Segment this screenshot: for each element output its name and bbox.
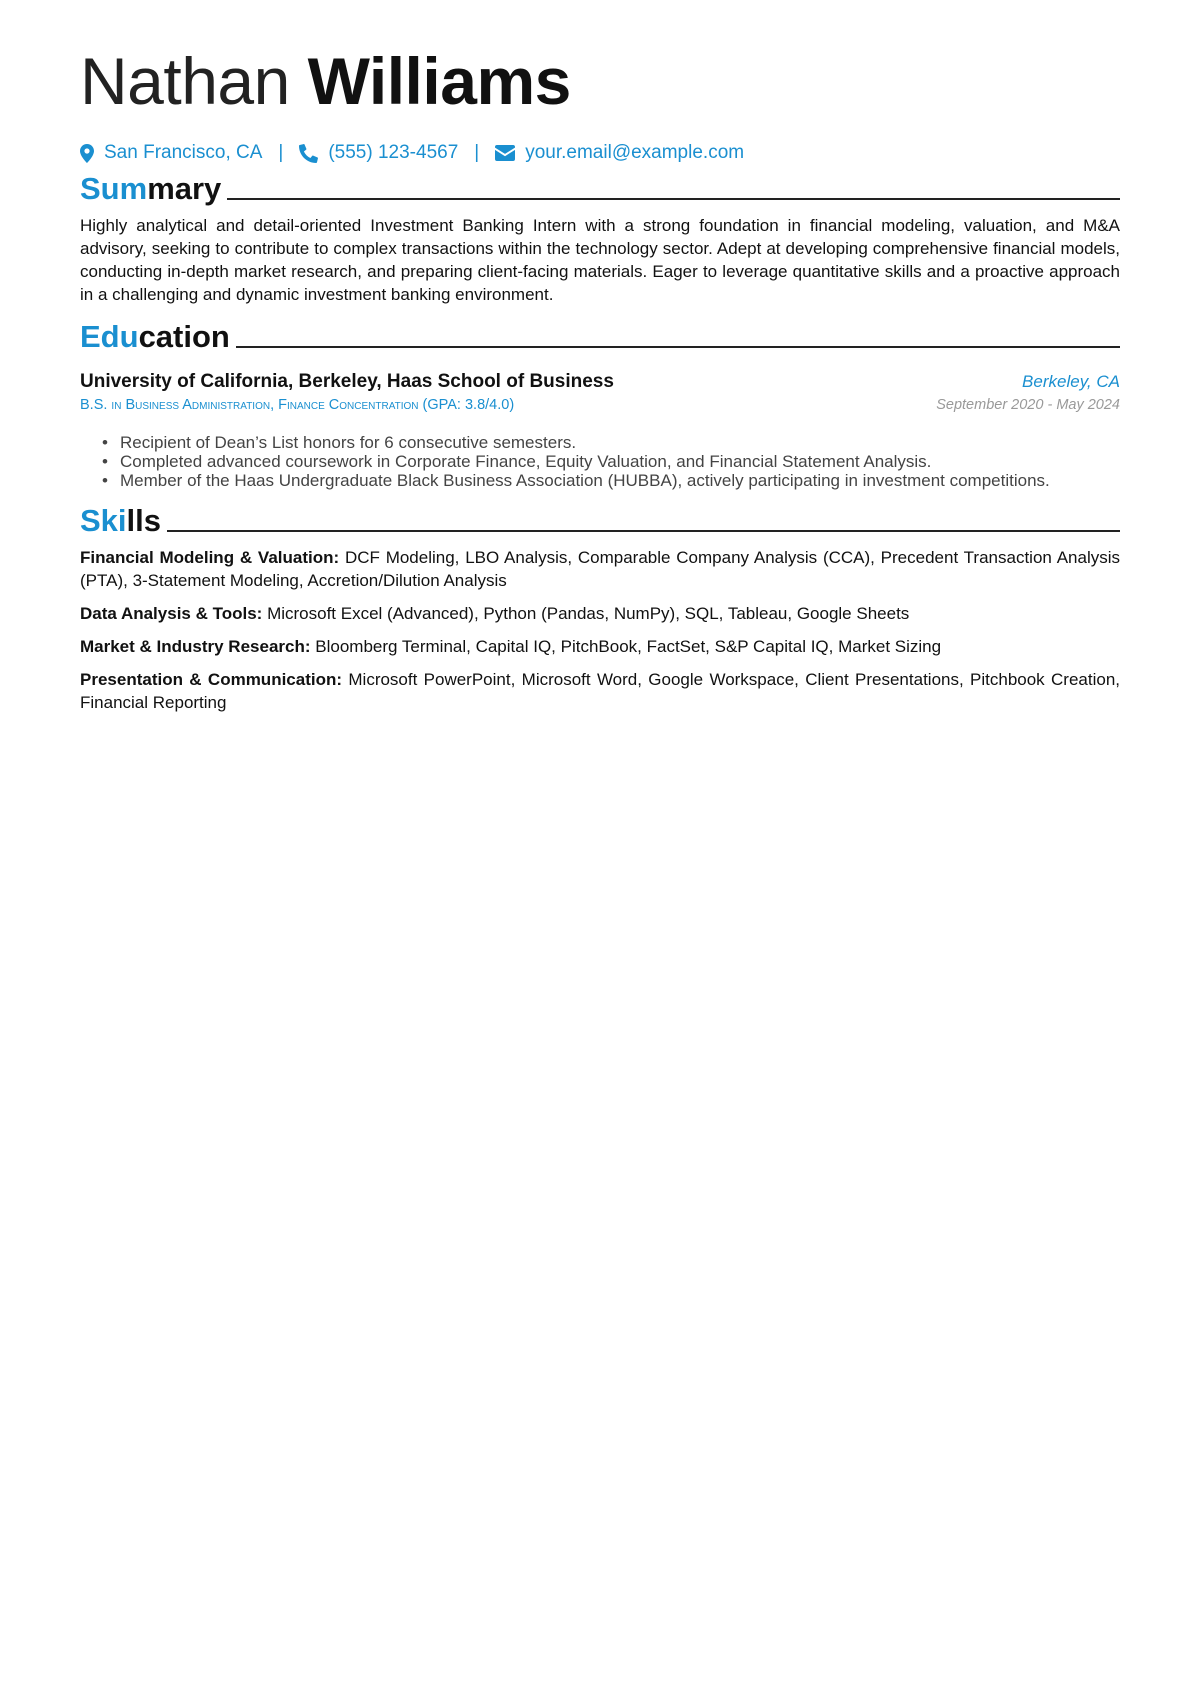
degree: B.S. in Business Administration, Finance Concentration (GPA: 3.8/4.0): [80, 397, 515, 413]
candidate-name: [80, 40, 1120, 122]
education-heading-rest: cation: [138, 319, 230, 354]
contact-bar: [80, 140, 1120, 166]
skill-row: [80, 602, 1120, 625]
education-heading: [80, 318, 1120, 356]
section-rule: [227, 198, 1120, 200]
education-dates: September 2020 - May 2024: [936, 397, 1120, 413]
envelope-icon: [495, 145, 515, 161]
section-rule: [167, 530, 1120, 532]
contact-separator: |: [474, 142, 480, 163]
contact-separator: |: [278, 142, 284, 163]
summary-heading: [80, 170, 1120, 208]
list-item: • Recipient of Dean’s List honors for 6 consecutive semesters.: [102, 433, 577, 452]
contact-email[interactable]: [495, 140, 744, 166]
skill-value: Microsoft PowerPoint, Microsoft Word, Google Workspace, Client Presentations, Pitchbook Creation, Financial Reporting: [80, 670, 1120, 712]
location-text: San Francisco, CA: [104, 142, 263, 163]
last-name: Williams: [307, 44, 571, 118]
skill-value: Bloomberg Terminal, Capital IQ, PitchBook, FactSet, S&P Capital IQ, Market Sizing: [315, 637, 942, 656]
skill-row: [80, 635, 1120, 658]
map-pin-icon: [80, 144, 94, 163]
education-entry-header: [80, 370, 1120, 394]
school-name: University of California, Berkeley, Haas School of Business: [80, 371, 614, 392]
school-location: Berkeley, CA: [1022, 372, 1120, 391]
education-heading-accent: Edu: [80, 319, 139, 354]
section-rule: [236, 346, 1120, 348]
list-item: • Completed advanced coursework in Corporate Finance, Equity Valuation, and Financial Statement Analysis.: [102, 452, 932, 471]
skill-label: Presentation & Communication:: [80, 670, 343, 689]
resume-page: [80, 40, 1120, 714]
phone-text: (555) 123-4567: [328, 142, 459, 163]
skill-row: [80, 668, 1120, 714]
skill-row: [80, 546, 1120, 592]
skill-label: Data Analysis & Tools:: [80, 604, 263, 623]
skills-heading-rest: lls: [126, 503, 161, 538]
skill-value: DCF Modeling, LBO Analysis, Comparable Company Analysis (CCA), Precedent Transaction Analysis (PTA), 3-Statement Modeling, Accretion/Dilution Analysis: [80, 548, 1121, 590]
skill-label: Financial Modeling & Valuation:: [80, 548, 340, 567]
list-item: • Member of the Haas Undergraduate Black Business Association (HUBBA), actively participating in investment competitions.: [102, 471, 1050, 490]
summary-heading-rest: mary: [147, 171, 222, 206]
summary-heading-accent: Sum: [80, 171, 148, 206]
skills-heading-accent: Ski: [80, 503, 127, 538]
contact-location: [80, 140, 262, 166]
phone-icon: [299, 144, 318, 163]
education-bullets: [80, 433, 1120, 490]
skill-label: Market & Industry Research:: [80, 637, 311, 656]
first-name: Nathan: [80, 44, 290, 118]
skill-value: Microsoft Excel (Advanced), Python (Pandas, NumPy), SQL, Tableau, Google Sheets: [267, 604, 910, 623]
education-entry-subheader: [80, 395, 1120, 415]
email-text: your.email@example.com: [525, 142, 745, 163]
summary-text: Highly analytical and detail-oriented Investment Banking Intern with a strong foundation in financial modeling, valuation, and M&A advisory, seeking to contribute to complex transactions within the technology sector. Adept at developing comprehensive financial models, conducting in-depth market research, and preparing client-facing materials. Eager to leverage quantitative skills and a proactive approach in a challenging and dynamic investment banking environment.: [80, 216, 1120, 304]
contact-phone[interactable]: [299, 140, 458, 166]
skills-heading: [80, 502, 1120, 540]
